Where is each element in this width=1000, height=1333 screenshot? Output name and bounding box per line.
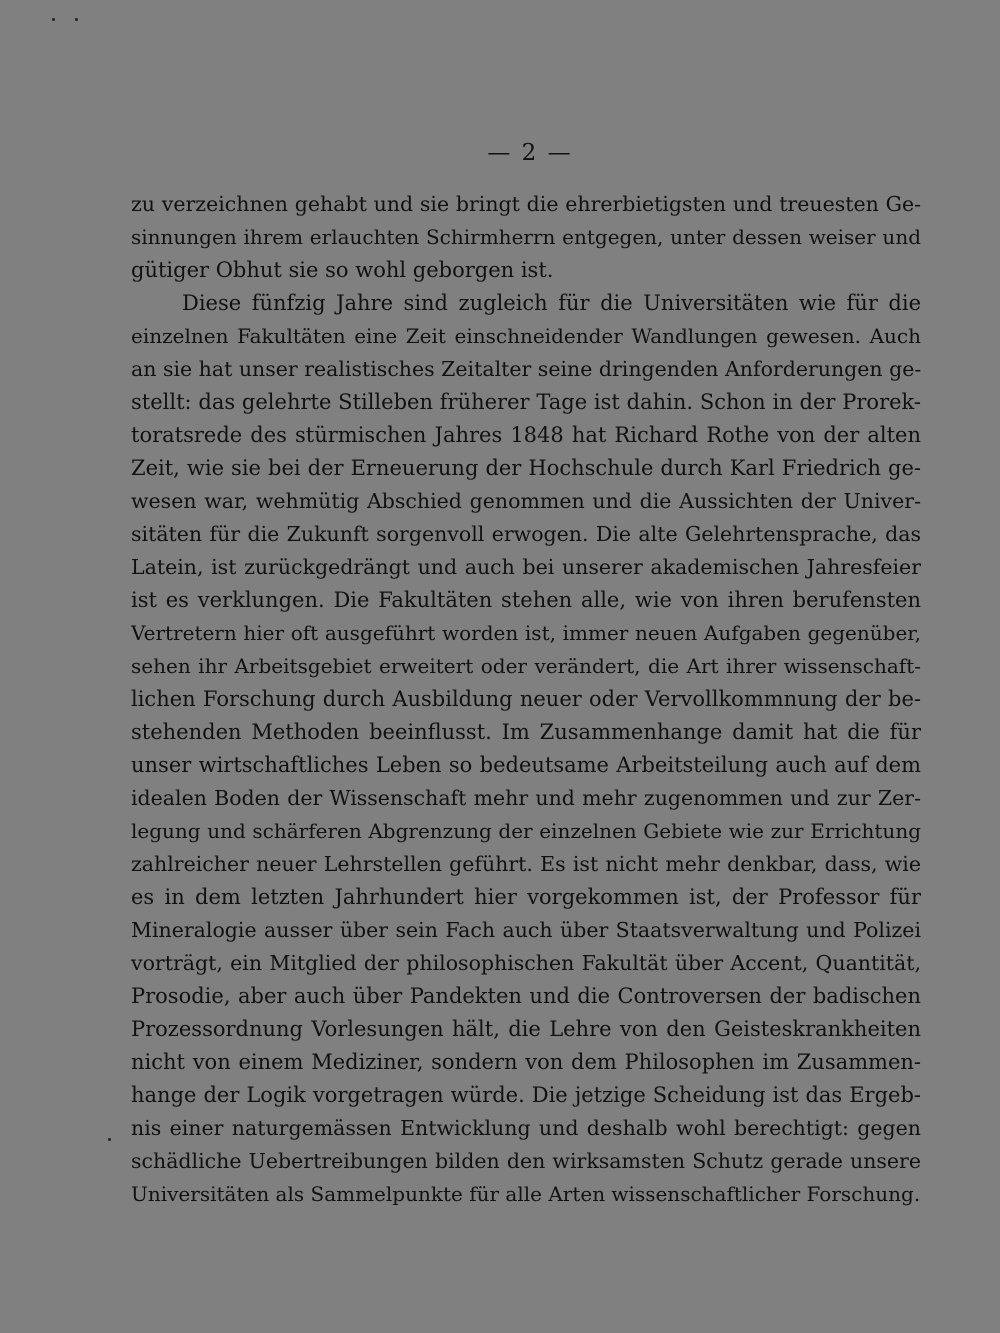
text-line: stehenden Methoden beeinflusst. Im Zusammenhange damit hat die für xyxy=(131,720,921,744)
text-line: zu verzeichnen gehabt und sie bringt die ehrerbietigsten und treuesten Ge- xyxy=(131,192,921,216)
text-line: sitäten für die Zukunft sorgenvoll erwogen. Die alte Gelehrtensprache, das xyxy=(131,522,921,546)
text-line: idealen Boden der Wissenschaft mehr und mehr zugenommen und zur Zer- xyxy=(131,786,921,810)
text-line: wesen war, wehmütig Abschied genommen und die Aussichten der Univer- xyxy=(131,489,921,513)
text-line: ist es verklungen. Die Fakultäten stehen alle, wie von ihren berufensten xyxy=(131,588,921,612)
text-line: an sie hat unser realistisches Zeitalter seine dringenden Anforderungen ge- xyxy=(131,357,921,381)
text-line: schädliche Uebertreibungen bilden den wirksamsten Schutz gerade unsere xyxy=(131,1149,921,1173)
text-line: lichen Forschung durch Ausbildung neuer oder Vervollkommnung der be- xyxy=(131,687,921,711)
text-line: sehen ihr Arbeitsgebiet erweitert oder verändert, die Art ihrer wissenschaft- xyxy=(131,654,921,678)
text-line: Vertretern hier oft ausgeführt worden ist, immer neuen Aufgaben gegenüber, xyxy=(131,621,921,645)
scan-speck xyxy=(52,18,55,21)
text-line: Universitäten als Sammelpunkte für alle Arten wissenschaftlicher Forschung. xyxy=(131,1182,921,1206)
text-line: Prosodie, aber auch über Pandekten und die Controversen der badischen xyxy=(131,984,921,1008)
text-line: unser wirtschaftliches Leben so bedeutsame Arbeitsteilung auch auf dem xyxy=(131,753,921,777)
text-line: toratsrede des stürmischen Jahres 1848 hat Richard Rothe von der alten xyxy=(131,423,921,447)
text-line: stellt: das gelehrte Stilleben früherer Tage ist dahin. Schon in der Prorek- xyxy=(131,390,921,414)
text-line: zahlreicher neuer Lehrstellen geführt. Es ist nicht mehr denkbar, dass, wie xyxy=(131,852,921,876)
scan-speck xyxy=(75,18,78,21)
text-line: legung und schärferen Abgrenzung der einzelnen Gebiete wie zur Errichtung xyxy=(131,819,921,843)
text-line: vorträgt, ein Mitglied der philosophischen Fakultät über Accent, Quantität, xyxy=(131,951,921,975)
text-line: es in dem letzten Jahrhundert hier vorgekommen ist, der Professor für xyxy=(131,885,921,909)
text-line: Zeit, wie sie bei der Erneuerung der Hochschule durch Karl Friedrich ge- xyxy=(131,456,921,480)
text-line: Mineralogie ausser über sein Fach auch über Staatsverwaltung und Polizei xyxy=(131,918,921,942)
scan-speck xyxy=(108,1138,111,1141)
text-line: Prozessordnung Vorlesungen hält, die Lehre von den Geisteskrankheiten xyxy=(131,1017,921,1041)
text-line: Diese fünfzig Jahre sind zugleich für die Universitäten wie für die xyxy=(182,291,921,315)
text-line: gütiger Obhut sie so wohl geborgen ist. xyxy=(131,258,554,282)
text-line: nicht von einem Mediziner, sondern von dem Philosophen im Zusammen- xyxy=(131,1050,921,1074)
text-line: nis einer naturgemässen Entwicklung und deshalb wohl berechtigt: gegen xyxy=(131,1116,921,1140)
text-line: einzelnen Fakultäten eine Zeit einschneidender Wandlungen gewesen. Auch xyxy=(131,324,921,348)
text-line: sinnungen ihrem erlauchten Schirmherrn entgegen, unter dessen weiser und xyxy=(131,225,921,249)
page-number: — 2 — xyxy=(487,140,573,166)
text-line: Latein, ist zurückgedrängt und auch bei unserer akademischen Jahresfeier xyxy=(131,555,921,579)
body-text xyxy=(131,188,921,1211)
text-line: hange der Logik vorgetragen würde. Die jetzige Scheidung ist das Ergeb- xyxy=(131,1083,921,1107)
